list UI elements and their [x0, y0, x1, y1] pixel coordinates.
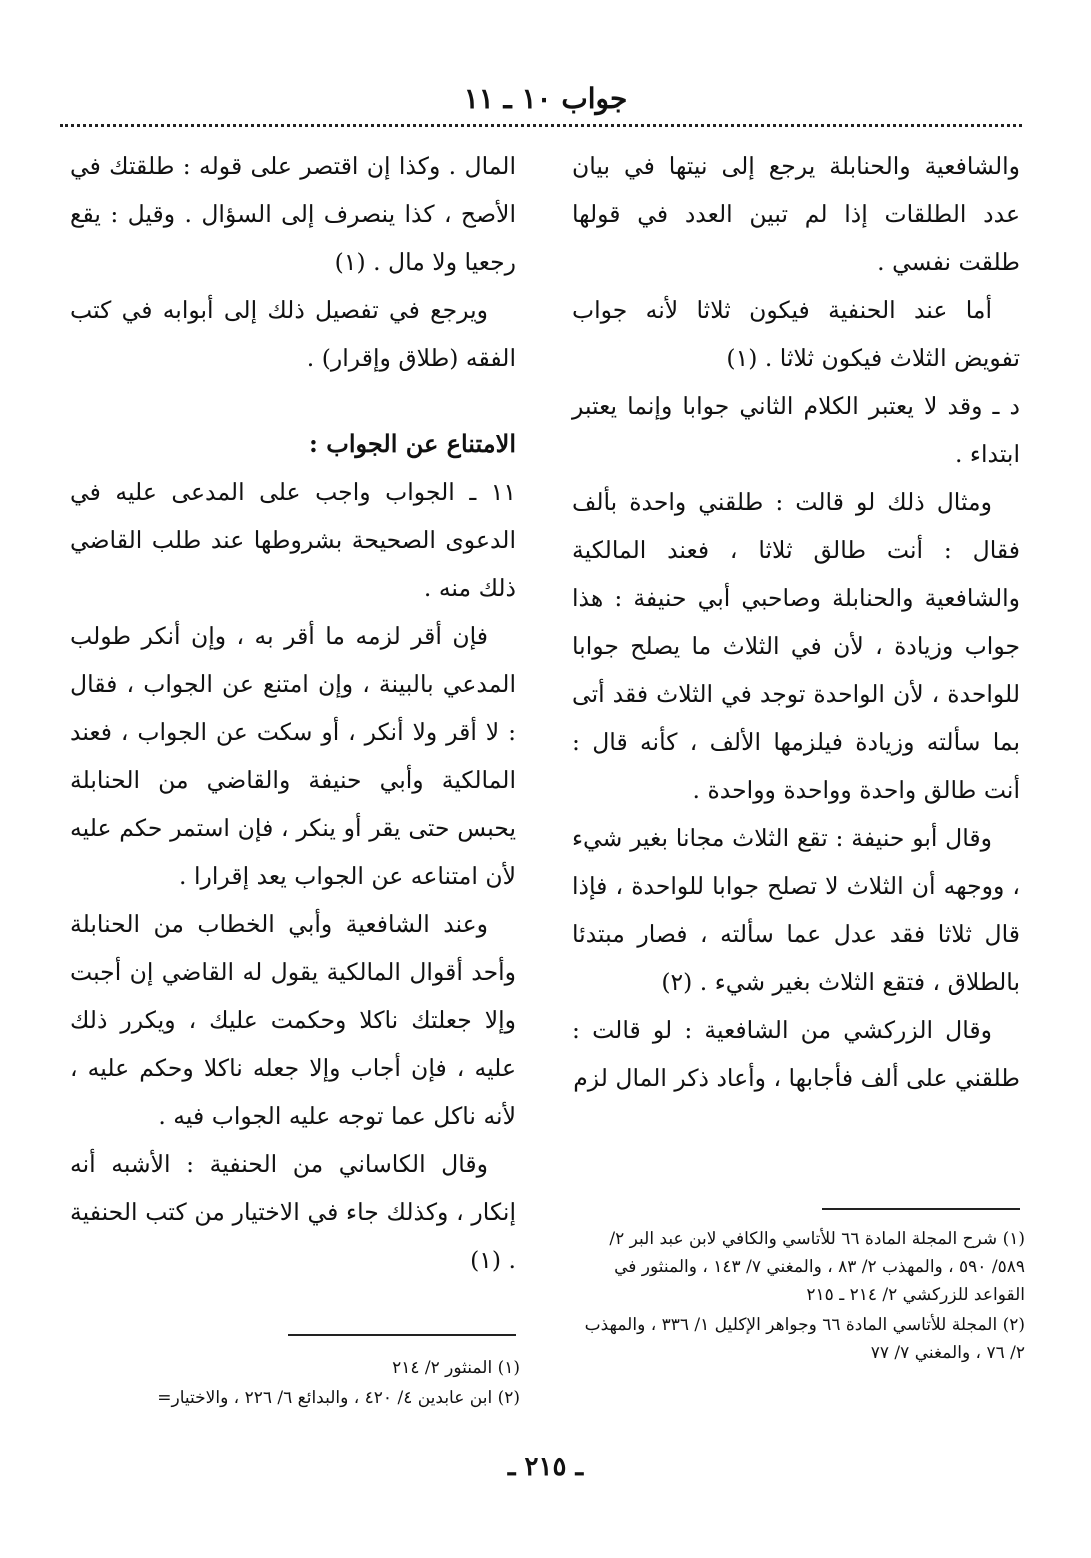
footnotes-right: [575, 1225, 1025, 1369]
paragraph: ١١ ـ الجواب واجب على المدعى عليه في الدعوى الصحيحة بشروطها عند طلب القاضي ذلك منه .: [70, 478, 516, 602]
footnote: (٢) ابن عابدين ٤/ ٤٢٠ ، والبدائع ٦/ ٢٢٦ ، والاختيار=: [157, 1388, 520, 1408]
section-heading: الامتناع عن الجواب :: [309, 429, 516, 458]
footnote: (١) شرح المجلة المادة ٦٦ للأتاسي والكافي لابن عبد البر ٢/ ٥٨٩/ ٥٩٠ ، والمهذب ٢/ ٨٣ ، والمغني ٧/ ١٤٣ ، والمنثور في القواعد للزركشي ٢/ ٢١٤ ـ ٢١٥: [609, 1229, 1025, 1305]
page-header: جواب ١٠ ـ ١١: [463, 82, 628, 115]
footnote: (١) المنثور ٢/ ٢١٤: [392, 1358, 520, 1378]
paragraph: ومثال ذلك لو قالت : طلقني واحدة بألف فقال : أنت طالق ثلاثا ، فعند المالكية والشافعية والحنابلة وصاحبي أبي حنيفة : هذا جواب وزيادة ، لأن في الثلاث ما يصلح جوابا للواحدة ، لأن الواحدة توجد في الثلاث فقد أتى بما سألته وزيادة فيلزمها الألف ، كأنه قال : أنت طالق واحدة وواحدة وواحدة .: [572, 488, 1020, 804]
footnote-rule: [288, 1334, 516, 1336]
paragraph: أما عند الحنفية فيكون ثلاثا لأنه جواب تفويض الثلاث فيكون ثلاثا . (١): [572, 296, 1020, 372]
footnote-rule: [822, 1208, 1020, 1210]
paragraph: والشافعية والحنابلة يرجع إلى نيتها في بيان عدد الطلقات إذا لم تبين العدد في قولها طلقت نفسي .: [572, 152, 1020, 276]
paragraph: ويرجع في تفصيل ذلك إلى أبوابه في كتب الفقه (طلاق وإقرار) .: [70, 296, 516, 372]
right-column: [572, 142, 1020, 1102]
paragraph: د ـ وقد لا يعتبر الكلام الثاني جوابا وإنما يعتبر ابتداء .: [572, 392, 1020, 468]
left-column: [70, 142, 516, 1284]
footnote: (٢) المجلة للأتاسي المادة ٦٦ وجواهر الإكليل ١/ ٣٣٦ ، والمهذب ٢/ ٧٦ ، والمغني ٧/ ٧٧: [584, 1315, 1025, 1363]
page-number: ـ ٢١٥ ـ: [507, 1452, 584, 1482]
paragraph: وقال الكاساني من الحنفية : الأشبه أنه إنكار ، وكذلك جاء في الاختيار من كتب الحنفية . (١): [70, 1150, 516, 1274]
paragraph: المال . وكذا إن اقتصر على قوله : طلقتك في الأصح ، كذا ينصرف إلى السؤال . وقيل : يقع رجعيا ولا مال . (١): [70, 152, 516, 276]
paragraph: وعند الشافعية وأبي الخطاب من الحنابلة وأحد أقوال المالكية يقول له القاضي إن أجبت وإلا جعلتك ناكلا وحكمت عليك ، ويكرر ذلك عليه ، فإن أجاب وإلا جعله ناكلا وحكم عليه ، لأنه ناكل عما توجه عليه الجواب فيه .: [70, 910, 516, 1130]
paragraph: فإن أقر لزمه ما أقر به ، وإن أنكر طولب المدعي بالبينة ، وإن امتنع عن الجواب ، فقال : لا أقر ولا أنكر ، أو سكت عن الجواب ، فعند المالكية وأبي حنيفة والقاضي من الحنابلة يحبس حتى يقر أو ينكر ، فإن استمر حكم عليه لأن امتناعه عن الجواب يعد إقرارا .: [70, 622, 516, 890]
header-dotted-rule: [60, 124, 1022, 127]
paragraph: وقال أبو حنيفة : تقع الثلاث مجانا بغير شيء ، ووجهه أن الثلاث لا تصلح جوابا للواحدة ، فإذا قال ثلاثا فقد عدل عما سألته ، فصار مبتدئا بالطلاق ، فتقع الثلاث بغير شيء . (٢): [572, 824, 1020, 996]
paragraph: وقال الزركشي من الشافعية : لو قالت : طلقني على ألف فأجابها ، وأعاد ذكر المال لزم: [572, 1016, 1020, 1092]
footnotes-left: [70, 1354, 520, 1414]
